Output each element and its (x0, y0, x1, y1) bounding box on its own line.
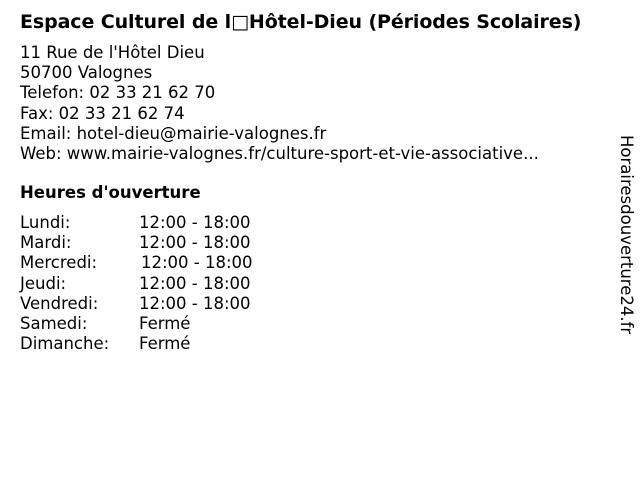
day-hours: Fermé (139, 313, 191, 333)
address-line-2: 50700 Valognes (20, 63, 153, 83)
day-hours: 12:00 - 18:00 (139, 233, 251, 253)
web-line: Web: www.mairie-valognes.fr/culture-sport-et-vie-associative... (20, 143, 539, 163)
brand-watermark: Horairesdouverture24.fr (617, 135, 636, 335)
day-hours: 12:00 - 18:00 (139, 293, 251, 313)
day-hours: 12:00 - 18:00 (141, 253, 253, 273)
day-label: Dimanche: (20, 334, 110, 354)
day-label: Samedi: (20, 313, 88, 333)
day-label: Mardi: (20, 233, 72, 253)
phone-line: Telefon: 02 33 21 62 70 (20, 83, 216, 103)
venue-title: Espace Culturel de l□Hôtel-Dieu (Périodes Scolaires) (20, 11, 582, 33)
day-label: Lundi: (20, 213, 71, 232)
venue-info (20, 43, 539, 164)
day-hours: 12:00 - 18:00 (139, 213, 251, 232)
fax-line: Fax: 02 33 21 62 74 (20, 103, 185, 123)
day-label: Mercredi: (20, 253, 98, 273)
day-label: Vendredi: (20, 293, 99, 313)
day-hours: 12:00 - 18:00 (139, 273, 251, 293)
hours-heading: Heures d'ouverture (20, 183, 201, 202)
address-line-1: 11 Rue de l'Hôtel Dieu (20, 43, 205, 62)
day-label: Jeudi: (20, 273, 67, 293)
day-hours: Fermé (139, 334, 191, 354)
email-line: Email: hotel-dieu@mairie-valognes.fr (20, 123, 327, 143)
